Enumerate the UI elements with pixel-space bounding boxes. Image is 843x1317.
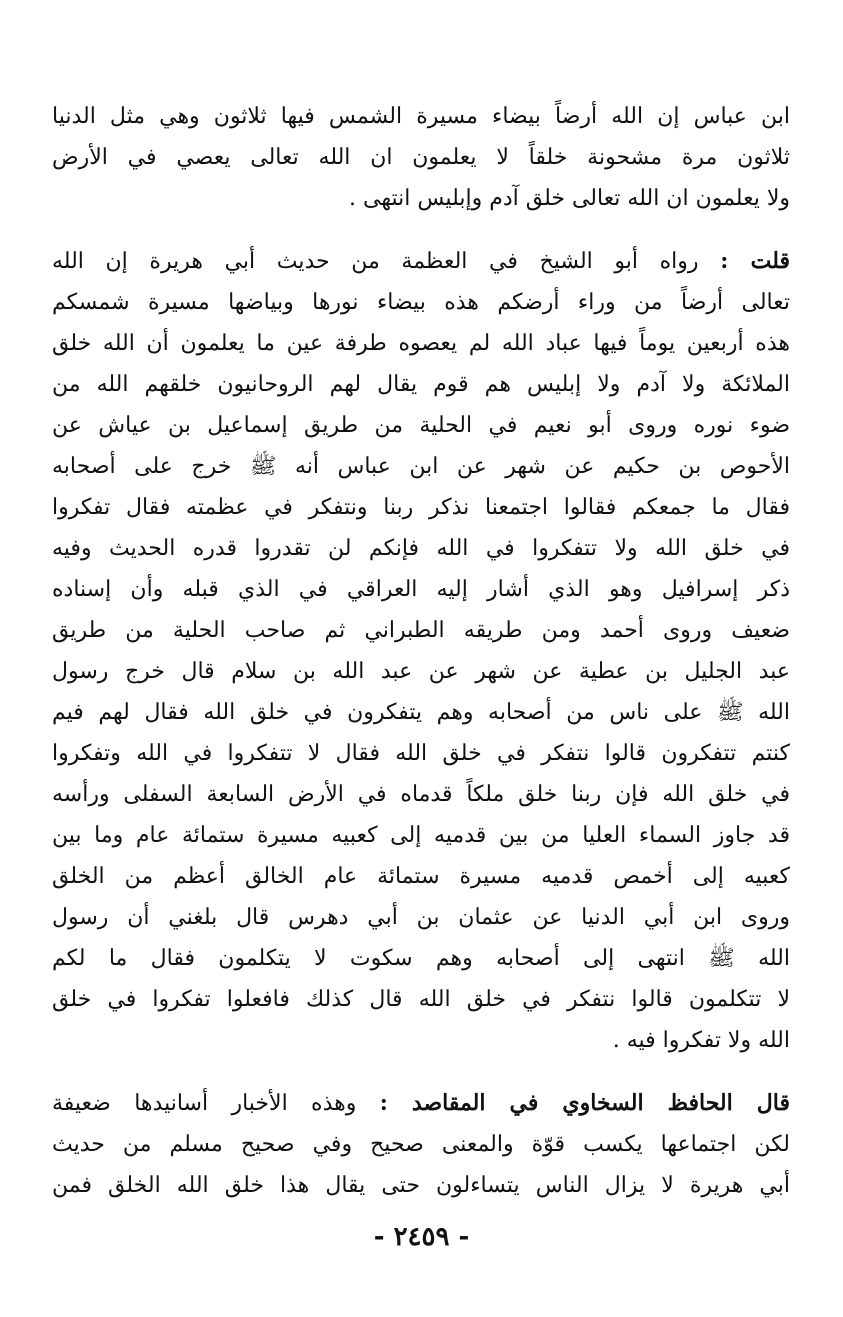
text-line: ضعيف وروى أحمد ومن طريقه الطبراني ثم صاحب الحلية من طريق — [52, 618, 790, 643]
text-line: لكن اجتماعها يكسب قوّة والمعنى صحيح وفي صحيح مسلم من حديث — [52, 1132, 790, 1157]
paragraph-lead: قلت : — [720, 248, 790, 274]
text-line — [52, 1083, 790, 1124]
text-line: الله ﷺ انتهى إلى أصحابه وهم سكوت لا يتكلمون فقال ما لكم — [52, 946, 790, 971]
page-number: - ٢٤٥٩ - — [373, 1222, 470, 1252]
text-line: عبد الجليل بن عطية عن شهر عن عبد الله بن سلام قال خرج رسول — [52, 659, 790, 684]
paragraph-lead: قال الحافظ السخاوي في المقاصد : — [379, 1090, 790, 1116]
text-line: الملائكة ولا آدم ولا إبليس هم قوم يقال لهم الروحانيون خلقهم الله من — [52, 372, 790, 397]
text-line-rest: رواه أبو الشيخ في العظمة من حديث أبي هريرة إن الله — [52, 249, 699, 274]
text-line: ذكر إسرافيل وهو الذي أشار إليه العراقي في الذي قبله وأن إسناده — [52, 577, 790, 602]
text-line: وروى ابن أبي الدنيا عن عثمان بن أبي دهرس قال بلغني أن رسول — [52, 905, 790, 930]
text-line — [52, 241, 790, 282]
text-line: ولا يعلمون ان الله تعالى خلق آدم وإبليس انتهى . — [349, 186, 790, 211]
text-line: الله ﷺ على ناس من أصحابه وهم يتفكرون في خلق الله فقال لهم فيم — [52, 700, 790, 725]
text-line: ضوء نوره وروى أبو نعيم في الحلية من طريق إسماعيل بن عياش عن — [52, 413, 790, 438]
paragraph-1 — [52, 96, 790, 219]
text-line: الله ولا تفكروا فيه . — [612, 1028, 790, 1053]
text-line: لا تتكلمون قالوا نتفكر في خلق الله قال كذلك فافعلوا تفكروا في خلق — [52, 987, 790, 1012]
text-line: أبي هريرة لا يزال الناس يتساءلون حتى يقال هذا خلق الله الخلق فمن — [52, 1173, 790, 1198]
text-line-rest: وهذه الأخبار أسانيدها ضعيفة — [52, 1091, 357, 1116]
text-line: كنتم تتفكرون قالوا نتفكر في خلق الله فقال لا تتفكروا في الله وتفكروا — [52, 741, 790, 766]
text-line: ثلاثون مرة مشحونة خلقاً لا يعلمون ان الله تعالى يعصي في الأرض — [52, 145, 790, 170]
text-line: قد جاوز السماء العليا من بين قدميه إلى كعبيه مسيرة ستمائة عام وما بين — [52, 823, 790, 848]
paragraph-2 — [52, 241, 790, 1061]
page-body — [52, 96, 790, 1206]
text-line: فقال ما جمعكم فقالوا اجتمعنا نذكر ربنا ونتفكر في عظمته فقال تفكروا — [52, 495, 790, 520]
text-line: تعالى أرضاً من وراء أرضكم هذه بيضاء نورها وبياضها مسيرة شمسكم — [52, 290, 790, 315]
text-line: هذه أربعين يوماً فيها عباد الله لم يعصوه طرفة عين ما يعلمون أن الله خلق — [52, 331, 790, 356]
text-line: الأحوص بن حكيم عن شهر عن ابن عباس أنه ﷺ خرج على أصحابه — [52, 454, 790, 479]
text-line: في خلق الله ولا تتفكروا في الله فإنكم لن تقدروا قدره الحديث وفيه — [52, 536, 790, 561]
text-line: ابن عباس إن الله أرضاً بيضاء مسيرة الشمس فيها ثلاثون وهي مثل الدنيا — [52, 104, 790, 129]
text-line: في خلق الله فإن ربنا خلق ملكاً قدماه في الأرض السابعة السفلى ورأسه — [52, 782, 790, 807]
paragraph-3 — [52, 1083, 790, 1206]
text-line: كعبيه إلى أخمص قدميه مسيرة ستمائة عام الخالق أعظم من الخلق — [52, 864, 790, 889]
